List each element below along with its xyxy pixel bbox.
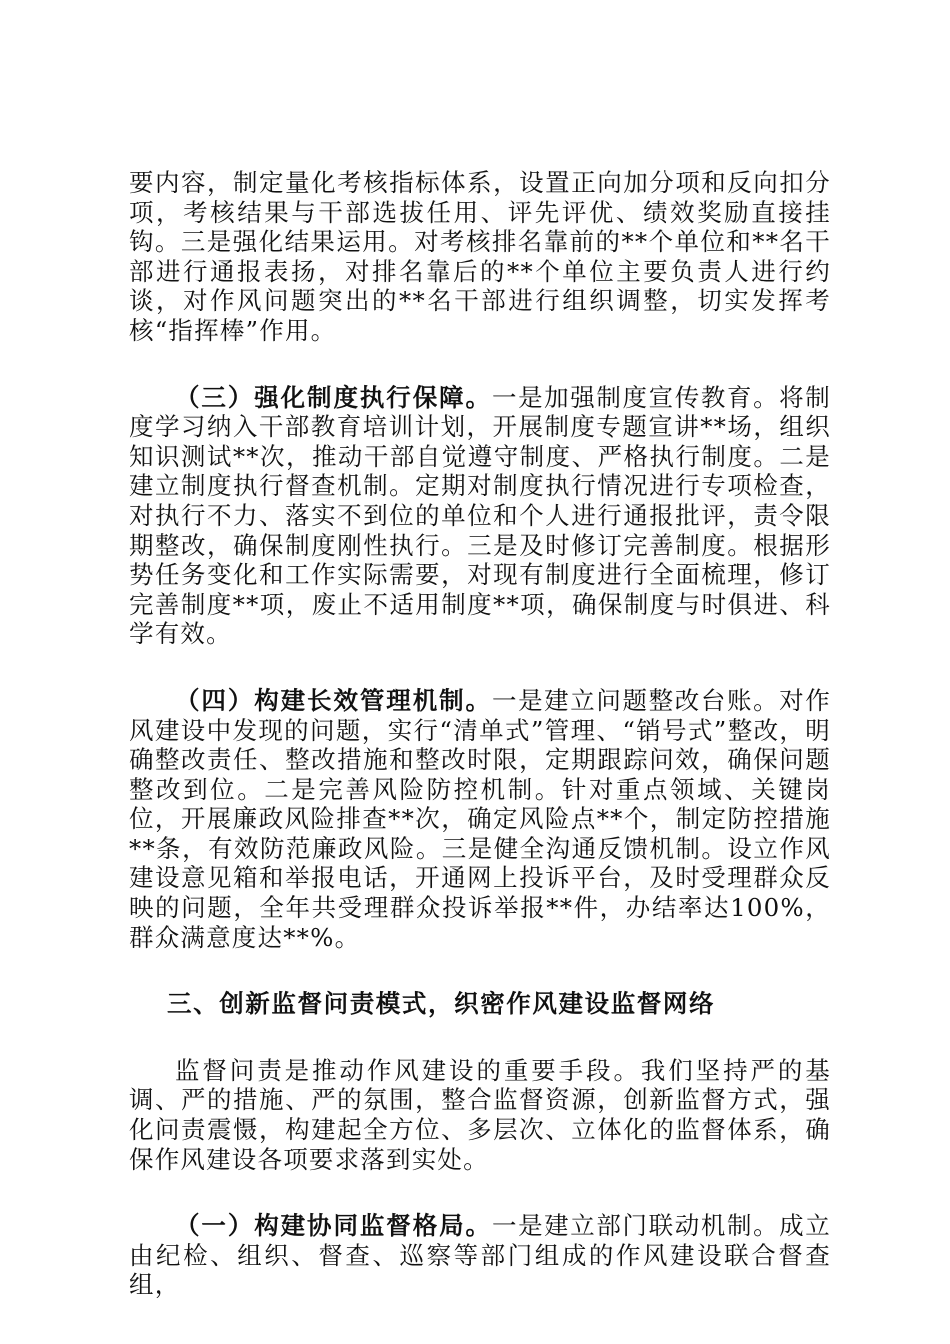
subheading-long-term-mechanism: （四）构建长效管理机制。	[175, 685, 492, 715]
paragraph-body: 一是建立部门联动机制。成立由纪检、组织、督查、巡察等部门组成的作风建设联合督查组，	[129, 1211, 831, 1300]
paragraph-system-execution	[129, 383, 831, 649]
paragraph-gap	[129, 649, 831, 686]
paragraph-continuation: 要内容，制定量化考核指标体系，设置正向加分项和反向扣分项，考核结果与干部选拔任用、评先评优、绩效奖励直接挂钩。三是强化结果运用。对考核排名靠前的**个单位和**名干部进行通报表扬，对排名靠后的**个单位主要负责人进行约谈，对作风问题突出的**名干部进行组织调整，切实发挥考核“指挥棒”作用。	[129, 168, 831, 345]
paragraph-body: 一是加强制度宣传教育。将制度学习纳入干部教育培训计划，开展制度专题宣讲**场，组织知识测试**次，推动干部自觉遵守制度、严格执行制度。二是建立制度执行督查机制。定期对制度执行情况进行专项检查，对执行不力、落实不到位的单位和个人进行通报批评，责令限期整改，确保制度刚性执行。三是及时修订完善制度。根据形势任务变化和工作实际需要，对现有制度进行全面梳理，修订完善制度**项，废止不适用制度**项，确保制度与时俱进、科学有效。	[129, 382, 831, 649]
section-title: 三、创新监督问责模式，织密作风建设监督网络	[167, 989, 716, 1019]
paragraph-long-term-mechanism	[129, 686, 831, 952]
subheading-system-execution: （三）强化制度执行保障。	[175, 382, 492, 412]
document-page	[129, 168, 831, 1300]
paragraph-collaborative-supervision	[129, 1211, 831, 1300]
paragraph-gap	[129, 1019, 831, 1056]
paragraph-supervision-intro: 监督问责是推动作风建设的重要手段。我们坚持严的基调、严的措施、严的氛围，整合监督资源，创新监督方式，强化问责震慑，构建起全方位、多层次、立体化的监督体系，确保作风建设各项要求落到实处。	[129, 1055, 831, 1174]
paragraph-gap	[129, 1174, 831, 1211]
subheading-collaborative-supervision: （一）构建协同监督格局。	[175, 1211, 492, 1241]
paragraph-gap	[129, 346, 831, 383]
paragraph-gap	[129, 952, 831, 989]
paragraph-body: 一是建立问题整改台账。对作风建设中发现的问题，实行“清单式”管理、“销号式”整改，明确整改责任、整改措施和整改时限，定期跟踪问效，确保问题整改到位。二是完善风险防控机制。针对重点领域、关键岗位，开展廉政风险排查**次，确定风险点**个，制定防控措施**条，有效防范廉政风险。三是健全沟通反馈机制。设立作风建设意见箱和举报电话，开通网上投诉平台，及时受理群众反映的问题，全年共受理群众投诉举报**件，办结率达100%，群众满意度达**%。	[129, 685, 831, 952]
